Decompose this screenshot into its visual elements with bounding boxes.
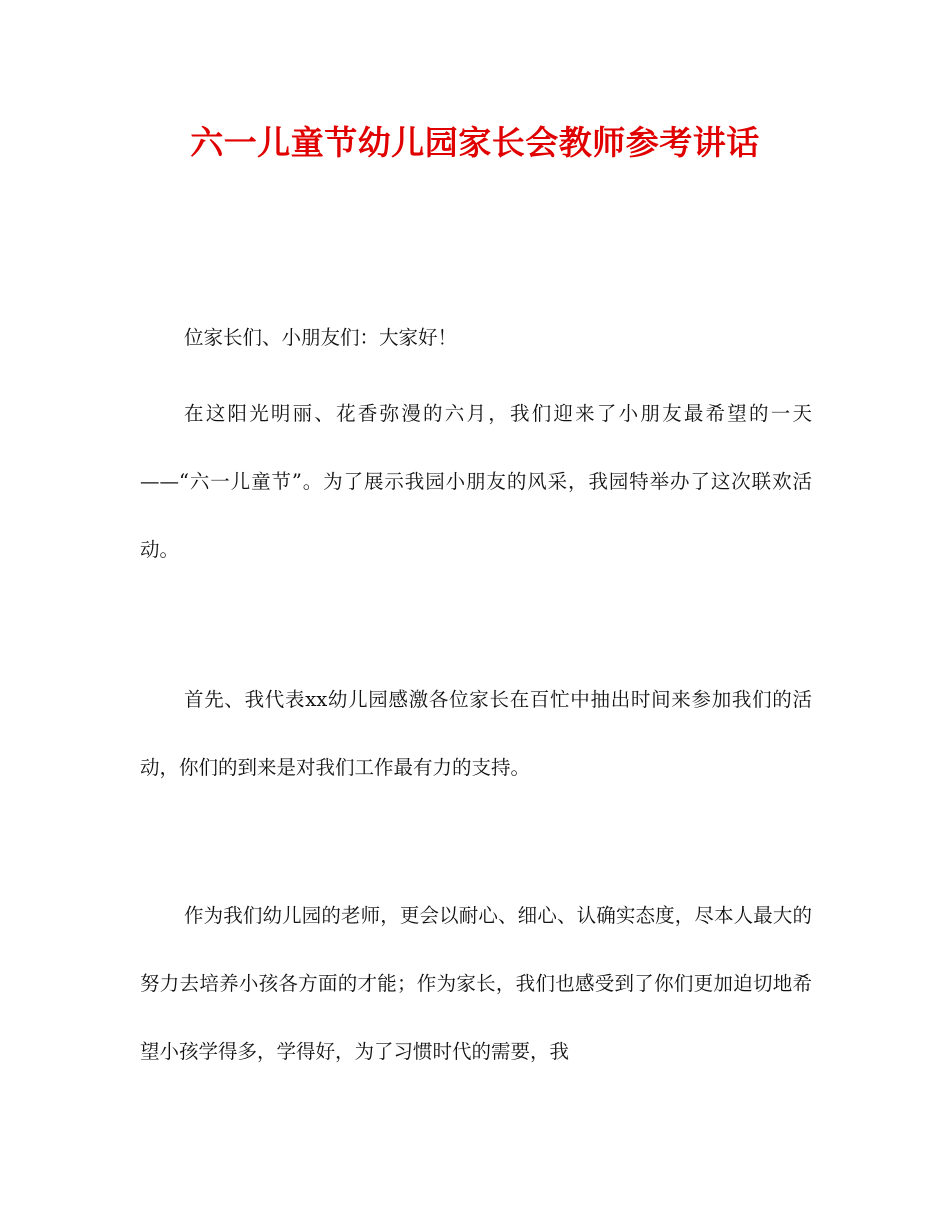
document-title: 六一儿童节幼儿园家长会教师参考讲话	[190, 123, 760, 162]
greeting-paragraph: 位家长们、小朋友们：大家好！	[184, 326, 458, 349]
thanks-paragraph: 首先、我代表xx幼儿园感激各位家长在百忙中抽出时间来参加我们的活动，你们的到来是对我们工作最有力的支持。	[140, 688, 812, 779]
opening-paragraph: 在这阳光明丽、花香弥漫的六月，我们迎来了小朋友最希望的一天——“六一儿童节”。为了展示我园小朋友的风采，我园特举办了这次联欢活动。	[140, 402, 812, 561]
teacher-commitment-paragraph: 作为我们幼儿园的老师，更会以耐心、细心、认确实态度，尽本人最大的努力去培养小孩各方面的才能；作为家长，我们也感受到了你们更加迫切地希望小孩学得多，学得好，为了习惯时代的需要，我	[140, 904, 812, 1063]
